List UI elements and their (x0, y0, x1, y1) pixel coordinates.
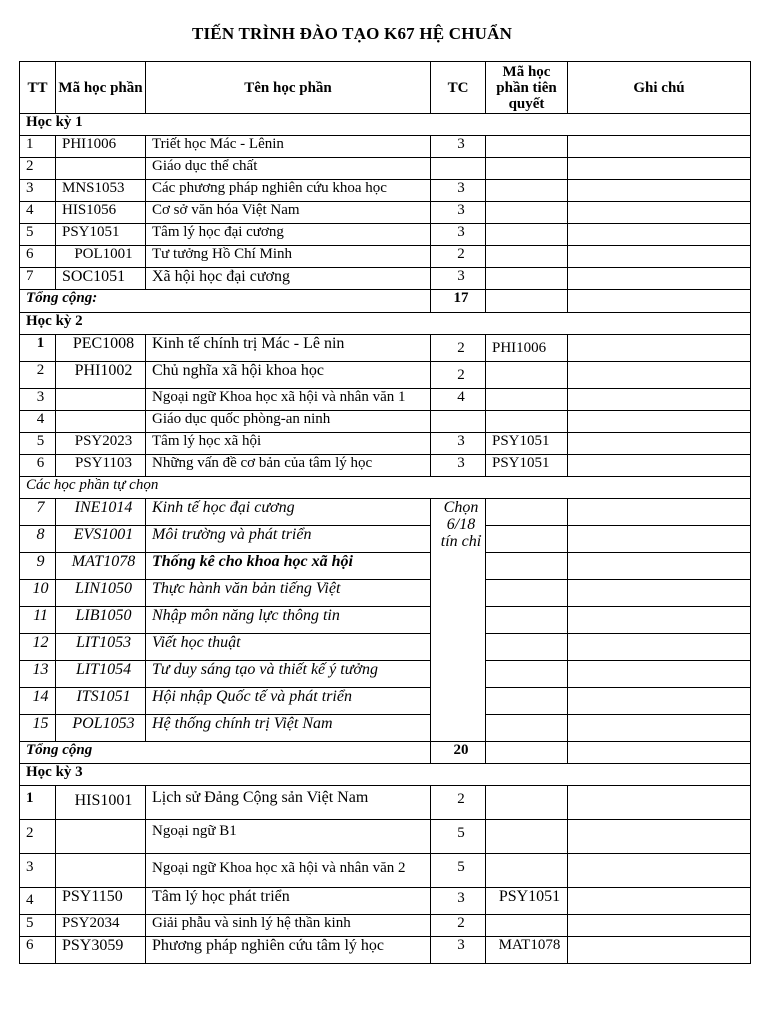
total-value: 17 (431, 290, 486, 313)
cell-code: PHI1002 (56, 362, 146, 389)
cell-note (568, 915, 751, 937)
total-row (20, 742, 751, 764)
cell-note (568, 688, 751, 715)
cell-name: Phương pháp nghiên cứu tâm lý học (146, 937, 431, 964)
cell-prereq (486, 915, 568, 937)
cell-prereq (486, 411, 568, 433)
document-title: TIẾN TRÌNH ĐÀO TẠO K67 HỆ CHUẨN (191, 24, 513, 43)
header-name: Tên học phần (146, 62, 431, 114)
cell-code: LIB1050 (56, 607, 146, 634)
cell-tt: 2 (20, 820, 56, 854)
cell-note (568, 580, 751, 607)
table-row (20, 411, 751, 433)
cell-code: HIS1001 (56, 786, 146, 820)
cell-name: Tư duy sáng tạo và thiết kế ý tưởng (146, 661, 431, 688)
table-row (20, 607, 751, 634)
table-row (20, 553, 751, 580)
cell-tt: 9 (20, 553, 56, 580)
cell-name: Hệ thống chính trị Việt Nam (146, 715, 431, 742)
cell-name: Giáo dục quốc phòng-an ninh (146, 411, 431, 433)
cell-name: Môi trường và phát triển (146, 526, 431, 553)
table-row (20, 915, 751, 937)
cell-tt: 1 (20, 786, 56, 820)
cell-code: PSY2034 (56, 915, 146, 937)
cell-tt: 5 (20, 224, 56, 246)
cell-note (568, 715, 751, 742)
table-row (20, 688, 751, 715)
table-row (20, 634, 751, 661)
cell-name: Chủ nghĩa xã hội khoa học (146, 362, 431, 389)
cell-prereq (486, 634, 568, 661)
cell-prereq (486, 688, 568, 715)
cell-tc: 2 (431, 335, 486, 362)
elective-label: Các học phần tự chọn (20, 477, 751, 499)
cell-note (568, 937, 751, 964)
cell-name: Tâm lý học đại cương (146, 224, 431, 246)
cell-note (568, 224, 751, 246)
cell-tt: 1 (20, 335, 56, 362)
cell-name: Hội nhập Quốc tế và phát triển (146, 688, 431, 715)
cell-code: LIT1053 (56, 634, 146, 661)
cell-tc: 5 (431, 854, 486, 888)
cell-name: Cơ sở văn hóa Việt Nam (146, 202, 431, 224)
table-row (20, 786, 751, 820)
cell-code: ITS1051 (56, 688, 146, 715)
cell-code: MAT1078 (56, 553, 146, 580)
header-tt: TT (20, 62, 56, 114)
table-row (20, 202, 751, 224)
cell-code (56, 820, 146, 854)
cell-tc: 3 (431, 433, 486, 455)
table-row (20, 820, 751, 854)
cell-code: MNS1053 (56, 180, 146, 202)
cell-name: Các phương pháp nghiên cứu khoa học (146, 180, 431, 202)
cell-prereq (486, 180, 568, 202)
cell-code: LIN1050 (56, 580, 146, 607)
total-label: Tổng cộng (20, 742, 431, 764)
cell-prereq (486, 362, 568, 389)
cell-code (56, 854, 146, 888)
cell-tt: 7 (20, 499, 56, 526)
table-row (20, 854, 751, 888)
cell-prereq (486, 499, 568, 526)
cell-prereq (486, 786, 568, 820)
cell-name: Ngoại ngữ B1 (146, 820, 431, 854)
table-row (20, 180, 751, 202)
cell-tt: 4 (20, 888, 56, 915)
table-row (20, 136, 751, 158)
cell-note (568, 786, 751, 820)
cell-prereq: PSY1051 (486, 433, 568, 455)
table-row (20, 526, 751, 553)
cell-prereq (486, 607, 568, 634)
table-row (20, 888, 751, 915)
cell-tt: 5 (20, 915, 56, 937)
cell-code: PSY1051 (56, 224, 146, 246)
semester-1-label: Học kỳ 1 (20, 114, 751, 136)
cell-code: HIS1056 (56, 202, 146, 224)
table-row (20, 499, 751, 526)
cell-note (568, 634, 751, 661)
cell-note (568, 180, 751, 202)
cell-note (568, 335, 751, 362)
cell-prereq (486, 526, 568, 553)
cell-name: Giáo dục thể chất (146, 158, 431, 180)
cell-note (568, 455, 751, 477)
cell-code: PSY1150 (56, 888, 146, 915)
elective-note-line: 6/18 (446, 516, 476, 533)
cell-tt: 14 (20, 688, 56, 715)
cell-prereq (486, 580, 568, 607)
semester-3-label: Học kỳ 3 (20, 764, 751, 786)
total-value: 20 (431, 742, 486, 764)
curriculum-table (19, 61, 751, 964)
cell-code: PSY1103 (56, 455, 146, 477)
cell-tt: 2 (20, 362, 56, 389)
cell-prereq (486, 854, 568, 888)
cell-prereq (486, 715, 568, 742)
cell-tc: 5 (431, 820, 486, 854)
cell-tc: 2 (431, 786, 486, 820)
cell-tt: 12 (20, 634, 56, 661)
cell-note (568, 499, 751, 526)
cell-prereq: PSY1051 (486, 888, 568, 915)
elective-note (431, 499, 486, 742)
cell-tt: 6 (20, 455, 56, 477)
table-row (20, 362, 751, 389)
cell-tt: 11 (20, 607, 56, 634)
cell-code: INE1014 (56, 499, 146, 526)
cell-prereq (486, 158, 568, 180)
cell-tt: 7 (20, 268, 56, 290)
cell-note (568, 820, 751, 854)
cell-note (568, 526, 751, 553)
cell-code (56, 411, 146, 433)
cell-prereq (486, 268, 568, 290)
header-note: Ghi chú (568, 62, 751, 114)
cell-name: Viết học thuật (146, 634, 431, 661)
cell-note (568, 136, 751, 158)
cell-tt: 10 (20, 580, 56, 607)
cell-tc: 4 (431, 389, 486, 411)
cell-tc: 2 (431, 362, 486, 389)
table-row (20, 158, 751, 180)
table-row (20, 455, 751, 477)
cell-tt: 4 (20, 411, 56, 433)
cell-tc: 3 (431, 888, 486, 915)
cell-prereq (486, 136, 568, 158)
cell-name: Thống kê cho khoa học xã hội (146, 553, 431, 580)
cell-code: LIT1054 (56, 661, 146, 688)
cell-code: PHI1006 (56, 136, 146, 158)
cell-prereq (486, 553, 568, 580)
table-row (20, 268, 751, 290)
cell-prereq: PSY1051 (486, 455, 568, 477)
cell-note (568, 607, 751, 634)
cell-prereq: MAT1078 (486, 937, 568, 964)
cell-tc: 3 (431, 455, 486, 477)
cell-name: Tâm lý học xã hội (146, 433, 431, 455)
cell-tt: 3 (20, 389, 56, 411)
cell-tt: 4 (20, 202, 56, 224)
cell-name: Kinh tế học đại cương (146, 499, 431, 526)
cell-note (568, 553, 751, 580)
cell-tc (431, 411, 486, 433)
cell-prereq (486, 661, 568, 688)
cell-prereq (486, 202, 568, 224)
cell-name: Lịch sử Đảng Cộng sản Việt Nam (146, 786, 431, 820)
cell-tc (431, 158, 486, 180)
cell-code: EVS1001 (56, 526, 146, 553)
cell-tc: 3 (431, 202, 486, 224)
cell-tt: 2 (20, 158, 56, 180)
cell-name: Nhập môn năng lực thông tin (146, 607, 431, 634)
table-row (20, 335, 751, 362)
cell-name: Kinh tế chính trị Mác - Lê nin (146, 335, 431, 362)
cell-prereq: PHI1006 (486, 335, 568, 362)
cell-note (568, 362, 751, 389)
total-label: Tổng cộng: (20, 290, 431, 313)
header-code: Mã học phần (56, 62, 146, 114)
cell-tc: 2 (431, 246, 486, 268)
cell-name: Tâm lý học phát triển (146, 888, 431, 915)
cell-code: PSY3059 (56, 937, 146, 964)
cell-name: Giải phẫu và sinh lý hệ thần kinh (146, 915, 431, 937)
cell-tt: 6 (20, 246, 56, 268)
cell-note (568, 202, 751, 224)
cell-name: Xã hội học đại cương (146, 268, 431, 290)
cell-tt: 5 (20, 433, 56, 455)
table-row (20, 389, 751, 411)
cell-tc: 3 (431, 180, 486, 202)
cell-name: Những vấn đề cơ bản của tâm lý học (146, 455, 431, 477)
cell-note (568, 158, 751, 180)
cell-name: Ngoại ngữ Khoa học xã hội và nhân văn 2 (146, 854, 431, 888)
cell-tt: 1 (20, 136, 56, 158)
cell-prereq (486, 224, 568, 246)
elective-note-line: tín chỉ (440, 533, 482, 550)
cell-tt: 8 (20, 526, 56, 553)
total-row (20, 290, 751, 313)
cell-note (568, 661, 751, 688)
elective-note-line: Chọn (443, 499, 479, 516)
cell-note (568, 888, 751, 915)
cell-name: Thực hành văn bản tiếng Việt (146, 580, 431, 607)
cell-code: PEC1008 (56, 335, 146, 362)
cell-name: Ngoại ngữ Khoa học xã hội và nhân văn 1 (146, 389, 431, 411)
cell-code: SOC1051 (56, 268, 146, 290)
cell-tc: 3 (431, 136, 486, 158)
table-row (20, 433, 751, 455)
cell-note (568, 433, 751, 455)
cell-tt: 3 (20, 180, 56, 202)
header-prereq: Mã học phần tiên quyết (486, 62, 568, 114)
cell-note (568, 854, 751, 888)
cell-tt: 15 (20, 715, 56, 742)
header-tc: TC (431, 62, 486, 114)
table-row (20, 715, 751, 742)
cell-note (568, 268, 751, 290)
cell-code: POL1053 (56, 715, 146, 742)
cell-tt: 13 (20, 661, 56, 688)
cell-name: Triết học Mác - Lênin (146, 136, 431, 158)
cell-note (568, 411, 751, 433)
cell-prereq (486, 820, 568, 854)
cell-tt: 3 (20, 854, 56, 888)
cell-note (568, 246, 751, 268)
cell-prereq (486, 246, 568, 268)
cell-tt: 6 (20, 937, 56, 964)
table-row (20, 224, 751, 246)
cell-name: Tư tưởng Hồ Chí Minh (146, 246, 431, 268)
semester-2-label: Học kỳ 2 (20, 313, 751, 335)
cell-tc: 3 (431, 937, 486, 964)
table-row (20, 246, 751, 268)
cell-prereq (486, 389, 568, 411)
cell-code: PSY2023 (56, 433, 146, 455)
cell-code (56, 389, 146, 411)
table-row (20, 661, 751, 688)
cell-code: POL1001 (56, 246, 146, 268)
header-row (20, 62, 751, 114)
cell-tc: 2 (431, 915, 486, 937)
cell-tc: 3 (431, 268, 486, 290)
cell-code (56, 158, 146, 180)
table-row (20, 937, 751, 964)
cell-tc: 3 (431, 224, 486, 246)
cell-note (568, 389, 751, 411)
table-row (20, 580, 751, 607)
